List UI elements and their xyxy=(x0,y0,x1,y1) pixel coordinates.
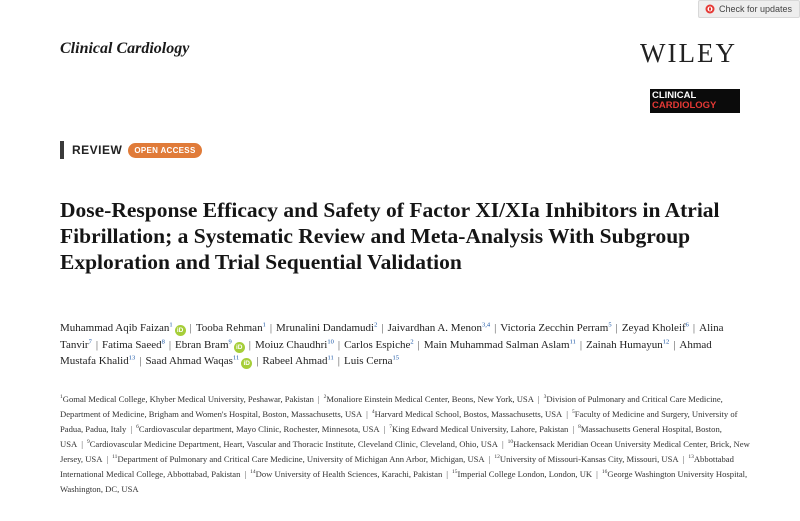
affiliation-text: Abbottabad International Medical College, Abbottabad, Pakistan xyxy=(60,454,734,479)
affiliation xyxy=(389,424,568,434)
author-name: Alina Tanvir xyxy=(60,322,724,351)
author-affiliation-number: 7 xyxy=(88,337,92,345)
author-affiliation-number: 12 xyxy=(662,337,670,345)
affiliation-number: 14 xyxy=(250,469,256,476)
affiliation-text: Cardiovascular Medicine Department, Heart, Vascular and Thoracic Institute, Cleveland Clinic, Cleveland, Ohio, USA xyxy=(89,439,498,449)
affiliation xyxy=(87,439,498,449)
affiliation-number: 11 xyxy=(112,454,118,461)
author-affiliation-number: 1 xyxy=(169,321,173,329)
affiliation xyxy=(452,469,592,479)
author[interactable] xyxy=(262,355,333,367)
author-name: Ebran Bram xyxy=(175,338,229,351)
author-affiliation-number: 15 xyxy=(392,354,400,362)
author-separator: | xyxy=(494,322,497,334)
affiliation-number: 9 xyxy=(86,439,90,446)
affiliation-number: 5 xyxy=(571,409,575,416)
affiliation-separator: | xyxy=(501,439,504,449)
affiliation-separator: | xyxy=(488,454,491,464)
affiliation-text: Faculty of Medicine and Surgery, University of Padua, Padua, Italy xyxy=(60,409,738,434)
author-separator: | xyxy=(337,338,341,351)
affiliation-text: Hackensack Meridian Ocean University Medical Center, Brick, New Jersey, USA xyxy=(60,439,750,464)
author-affiliation-number: 11 xyxy=(232,354,240,362)
author-affiliation-number: 11 xyxy=(569,337,576,345)
author-separator: | xyxy=(692,322,696,334)
author-affiliation-number: 2 xyxy=(374,321,378,329)
author[interactable] xyxy=(255,339,334,351)
affiliation-text: University of Missouri-Kansas City, Missouri, USA xyxy=(499,454,679,464)
journal-logo-line2: CARDIOLOGY xyxy=(652,99,717,111)
author-affiliation-number: 3,4 xyxy=(481,321,491,329)
affiliation-separator: | xyxy=(383,424,386,434)
author[interactable] xyxy=(344,339,414,351)
affiliation-separator: | xyxy=(446,469,449,479)
author-separator: | xyxy=(139,355,142,367)
author-separator: | xyxy=(256,355,259,367)
affiliation-number: 4 xyxy=(371,409,375,416)
affiliation-separator: | xyxy=(244,469,247,479)
author-separator: | xyxy=(417,338,420,351)
author-separator: | xyxy=(168,338,172,351)
publisher-logo: WILEY xyxy=(640,38,737,68)
orcid-icon[interactable]: iD xyxy=(234,342,245,353)
author-name: Fatima Saeed xyxy=(102,338,162,351)
author[interactable] xyxy=(196,322,266,334)
affiliation xyxy=(372,409,562,419)
affiliation-text: Harvard Medical School, Bostos, Massachusetts, USA xyxy=(374,409,563,419)
author-name: Mrunalini Dandamudi xyxy=(276,322,375,334)
author-name: Zeyad Kholeif xyxy=(621,322,686,334)
affiliation-separator: | xyxy=(596,469,598,479)
affiliation-text: Gomal Medical College, Khyber Medical University, Peshawar, Pakistan xyxy=(62,394,314,404)
author[interactable] xyxy=(344,355,399,367)
article-type-rule xyxy=(60,141,64,159)
affiliation-separator: | xyxy=(366,409,368,419)
affiliation-separator: | xyxy=(572,424,575,434)
affiliation-number: 12 xyxy=(494,454,500,461)
affiliation-text: Monaliore Einstein Medical Center, Beons, New York, USA xyxy=(326,394,534,404)
author[interactable] xyxy=(60,322,186,334)
check-for-updates-label: Check for updates xyxy=(719,4,793,14)
author-separator: | xyxy=(579,338,583,351)
affiliation xyxy=(324,394,534,404)
author-name: Main Muhammad Salman Aslam xyxy=(423,338,570,351)
author-name: Victoria Zecchin Perram xyxy=(500,322,609,334)
affiliation xyxy=(494,454,678,464)
affiliation-separator: | xyxy=(130,424,133,434)
affiliation-number: 1 xyxy=(60,394,63,401)
affiliation-separator: | xyxy=(537,394,540,404)
journal-logo xyxy=(650,89,740,113)
author[interactable] xyxy=(388,322,491,334)
author-affiliation-number: 8 xyxy=(161,337,165,345)
author-name: Luis Cerna xyxy=(343,355,393,367)
affiliation-text: George Washington University Hospital, Washington, DC, USA xyxy=(60,469,748,494)
article-title: Dose-Response Efficacy and Safety of Factor XI/XIa Inhibitors in Atrial Fibrillation; a Systematic Review and Meta-Analysis With Subgroup Exploration and Trial Sequential Validation xyxy=(60,198,720,274)
affiliation-separator: | xyxy=(106,454,109,464)
affiliation-number: 3 xyxy=(543,394,547,401)
author-affiliation-number: 10 xyxy=(327,337,334,345)
author-name: Muhammad Aqib Faizan xyxy=(60,322,170,334)
article-type-row xyxy=(60,141,202,159)
affiliation-number: 13 xyxy=(688,454,694,461)
author-name: Tooba Rehman xyxy=(195,322,263,334)
author-name: Carlos Espiche xyxy=(344,338,411,351)
affiliation-separator: | xyxy=(317,394,320,404)
article-type-label: REVIEW xyxy=(72,143,123,157)
orcid-icon[interactable]: iD xyxy=(175,325,186,336)
author-affiliation-number: 1 xyxy=(262,321,266,329)
affiliation-text: Imperial College London, London, UK xyxy=(457,469,593,479)
author[interactable] xyxy=(424,339,576,351)
author[interactable] xyxy=(175,339,245,351)
affiliations xyxy=(60,392,750,497)
affiliation xyxy=(112,454,485,464)
affiliation-number: 10 xyxy=(507,439,514,446)
check-for-updates-button[interactable] xyxy=(698,0,800,18)
author-affiliation-number: 2 xyxy=(410,337,414,345)
author[interactable] xyxy=(586,339,669,351)
author[interactable] xyxy=(622,322,689,334)
author-affiliation-number: 5 xyxy=(608,321,612,329)
affiliation-text: Dow University of Health Sciences, Karachi, Pakistan xyxy=(255,469,443,479)
author-separator: | xyxy=(337,355,340,367)
author-name: Rabeel Ahmad xyxy=(262,355,328,367)
affiliation-number: 7 xyxy=(389,424,393,431)
affiliation xyxy=(60,394,314,404)
crossmark-icon xyxy=(705,4,715,14)
journal-name: Clinical Cardiology xyxy=(60,40,190,57)
author-list xyxy=(60,320,750,370)
affiliation-number: 16 xyxy=(601,469,608,476)
journal-logo-line1: CLINICAL xyxy=(652,90,697,101)
affiliation xyxy=(250,469,442,479)
author-separator: | xyxy=(248,338,251,351)
affiliation-text: Cardiovascular department, Mayo Clinic, Rochester, Minnesota, USA xyxy=(138,424,380,434)
author[interactable] xyxy=(500,322,611,334)
author-separator: | xyxy=(381,322,384,334)
author-name: Zainah Humayun xyxy=(586,338,663,351)
affiliation xyxy=(136,424,379,434)
author-separator: | xyxy=(95,338,99,351)
author-separator: | xyxy=(189,322,192,334)
author-affiliation-number: 11 xyxy=(327,354,334,362)
author-separator: | xyxy=(615,322,618,334)
orcid-icon[interactable]: iD xyxy=(241,358,252,369)
author-name: Ahmad Mustafa Khalid xyxy=(60,338,712,367)
affiliation-number: 6 xyxy=(136,424,139,431)
author-name: Jaivardhan A. Menon xyxy=(387,322,482,334)
author[interactable] xyxy=(102,339,165,351)
author[interactable] xyxy=(145,355,252,367)
author-name: Saad Ahmad Waqas xyxy=(145,355,233,367)
affiliation-text: Department of Pulmonary and Critical Care Medicine, University of Michigan Ann Arbor, Michigan, USA xyxy=(117,454,485,464)
author-separator: | xyxy=(673,338,676,351)
affiliation-separator: | xyxy=(81,439,83,449)
affiliation-separator: | xyxy=(566,409,568,419)
author[interactable] xyxy=(276,322,377,334)
affiliation-text: Division of Pulmonary and Critical Care Medicine, Department of Medicine, Brigham and Women's Hospital, Boston, Massachusetts, USA xyxy=(60,394,723,419)
author-affiliation-number: 13 xyxy=(128,354,136,362)
affiliation-number: 15 xyxy=(452,469,458,476)
author-affiliation-number: 9 xyxy=(228,337,232,345)
author-name: Moiuz Chaudhri xyxy=(254,338,328,351)
open-access-badge: OPEN ACCESS xyxy=(128,143,201,158)
affiliation-separator: | xyxy=(682,454,685,464)
author-separator: | xyxy=(269,322,273,334)
affiliation-text: Massachusetts General Hospital, Boston, USA xyxy=(60,424,722,449)
author-affiliation-number: 6 xyxy=(685,321,689,329)
affiliation-text: King Edward Medical University, Lahore, Pakistan xyxy=(392,424,569,434)
affiliation-number: 2 xyxy=(323,394,327,401)
affiliation-number: 8 xyxy=(578,424,581,431)
